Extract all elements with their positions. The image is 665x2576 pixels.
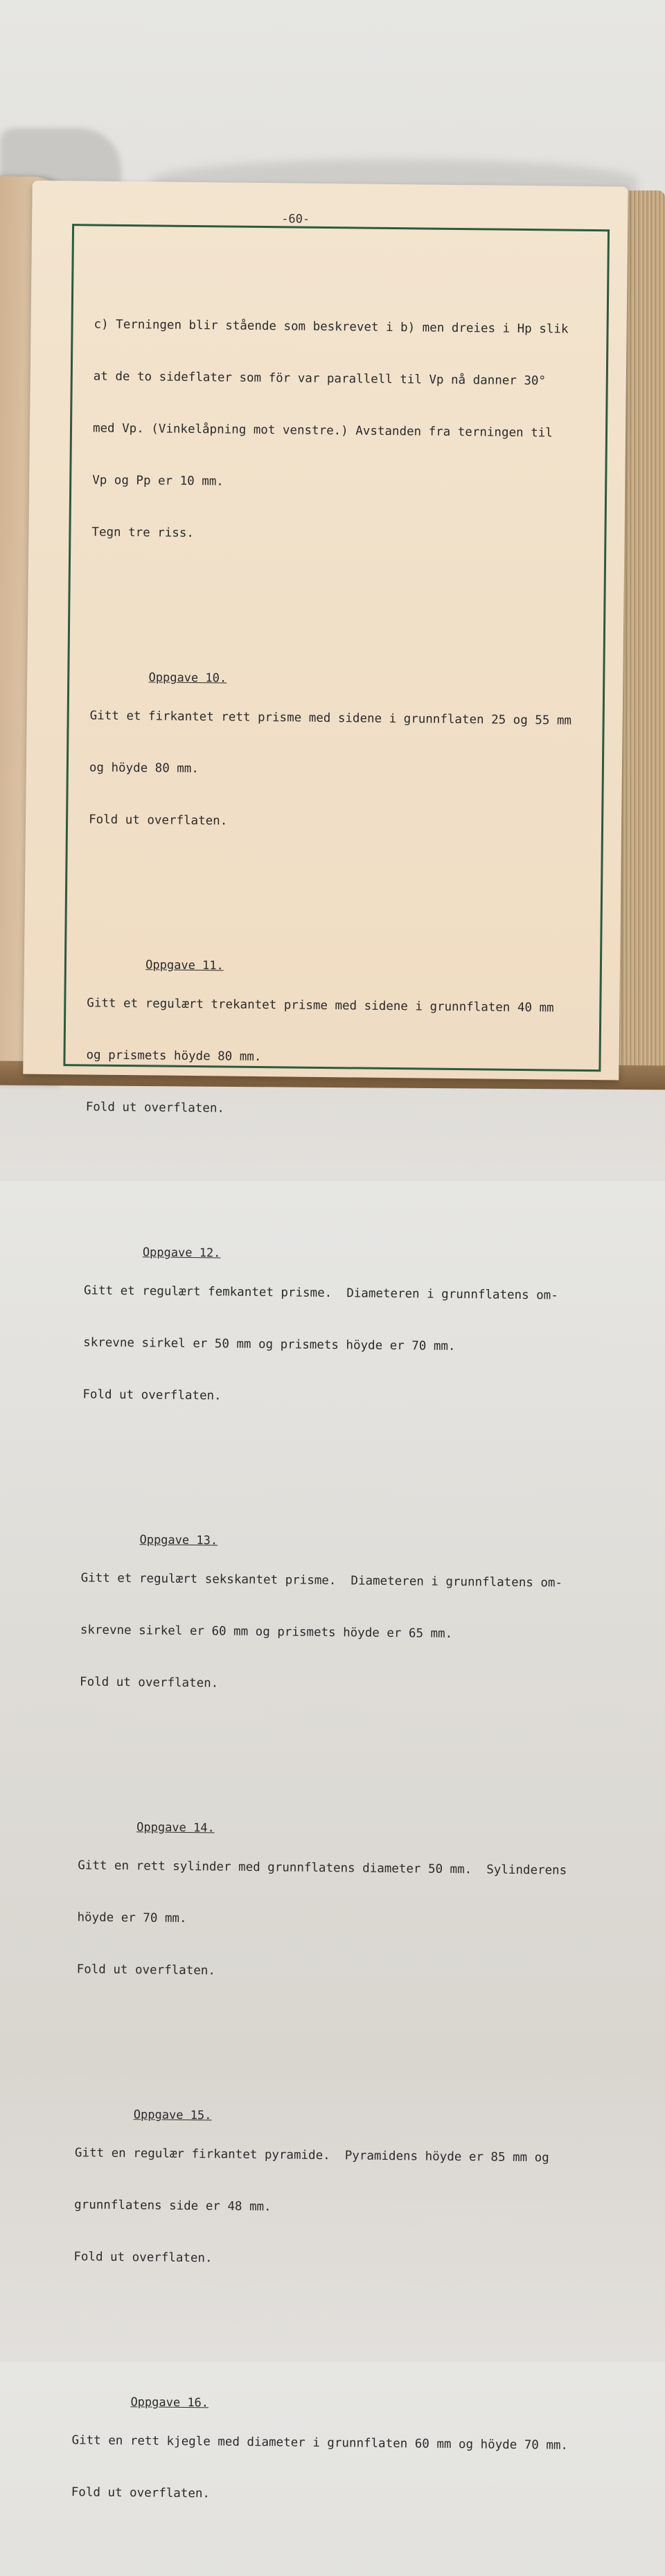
task-line: Fold ut overflaten.	[82, 1387, 222, 1403]
task-line: Fold ut overflaten.	[89, 812, 228, 828]
task-heading: Oppgave 15.	[133, 2108, 212, 2123]
task-line: Gitt en rett kjegle med diameter i grunnflaten 60 mm og höyde 70 mm.	[71, 2433, 569, 2453]
task-heading: Oppgave 11.	[145, 958, 224, 973]
task-heading: Oppgave 13.	[139, 1533, 218, 1548]
task-block	[85, 915, 594, 1156]
task-line: Fold ut overflaten.	[79, 1675, 219, 1691]
task-line: höyde er 70 mm.	[77, 1910, 187, 1926]
intro-line: med Vp. (Vinkelåpning mot venstre.) Avstanden fra terningen til	[92, 421, 553, 441]
task-block	[82, 1202, 591, 1444]
task-heading: Oppgave 12.	[142, 1245, 221, 1261]
task-heading: Oppgave 16.	[130, 2395, 209, 2410]
task-line: og prismets höyde 80 mm.	[86, 1048, 262, 1065]
intro-line: at de to sideflater som för var parallell til Vp nå danner 30°	[93, 369, 547, 389]
task-line: Gitt en regulær firkantet pyramide. Pyramidens höyde er 85 mm og	[74, 2146, 549, 2165]
task-block	[79, 1490, 587, 1731]
task-heading: Oppgave 10.	[148, 670, 227, 686]
task-line: skrevne sirkel er 60 mm og prismets höyde er 65 mm.	[80, 1623, 453, 1641]
intro-line: Vp og Pp er 10 mm.	[92, 473, 224, 489]
task-heading: Oppgave 14.	[136, 1820, 215, 1836]
page-number: -60-	[281, 212, 310, 226]
task-line: Fold ut overflaten.	[85, 1100, 225, 1116]
task-block	[71, 2352, 578, 2541]
task-line: Gitt et regulært sekskantet prisme. Diameteren i grunnflatens om-	[80, 1571, 563, 1590]
task-line: Fold ut overflaten.	[76, 1962, 216, 1978]
task-line: og höyde 80 mm.	[89, 761, 200, 776]
task-line: Gitt et firkantet rett prisme med sidene i grunnflaten 25 og 55 mm	[89, 709, 572, 728]
book-page	[23, 181, 628, 2501]
task-line: Fold ut overflaten.	[73, 2250, 213, 2266]
task-line: Gitt en rett sylinder med grunnflatens diameter 50 mm. Sylinderens	[78, 1858, 567, 1878]
intro-line: Tegn tre riss.	[91, 525, 195, 541]
intro-block	[91, 281, 600, 581]
task-block	[76, 1777, 585, 2018]
task-line: Fold ut overflaten.	[71, 2485, 211, 2501]
page-frame	[63, 224, 610, 2501]
task-line: Gitt et regulært femkantet prisme. Diameteren i grunnflatens om-	[83, 1283, 558, 1303]
task-block	[73, 2065, 582, 2306]
task-line: Gitt et regulært trekantet prisme med sidene i grunnflaten 40 mm	[87, 996, 554, 1015]
page-text	[71, 247, 601, 2575]
task-block	[88, 628, 596, 869]
task-line: grunnflatens side er 48 mm.	[74, 2198, 272, 2214]
intro-line: c) Terningen blir stående som beskrevet i b) men dreies i Hp slik	[94, 317, 569, 337]
task-line: skrevne sirkel er 50 mm og prismets höyde er 70 mm.	[83, 1335, 456, 1354]
